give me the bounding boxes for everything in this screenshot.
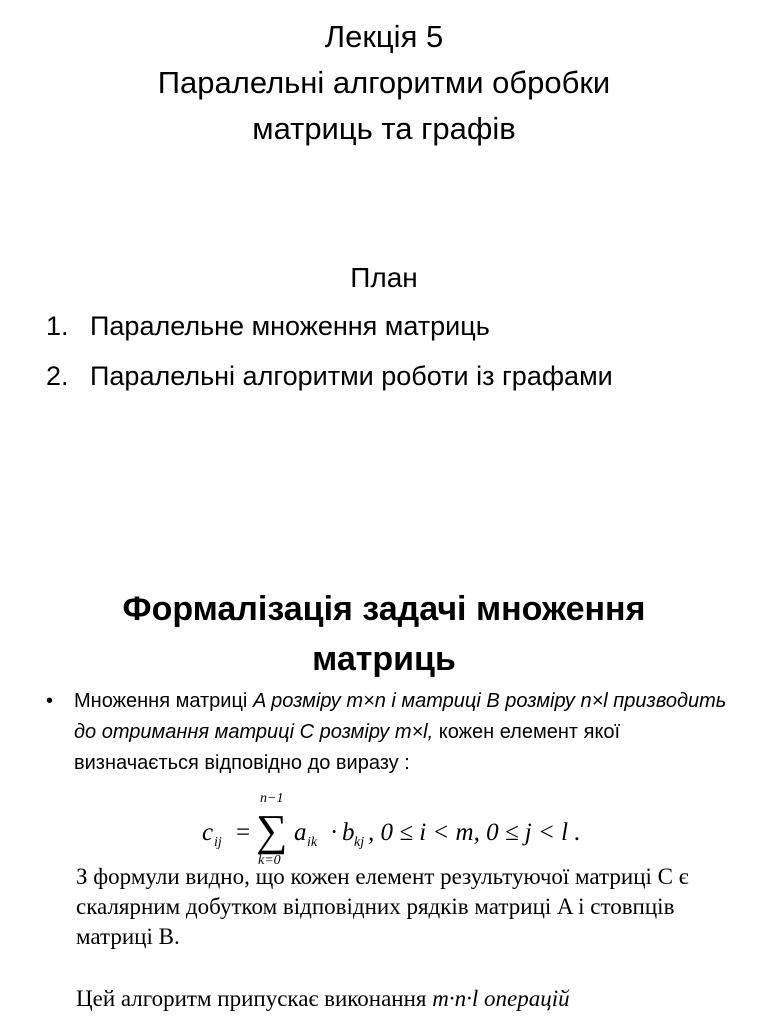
formula-b: b	[342, 819, 355, 846]
complexity-paragraph	[76, 984, 756, 1014]
plan-item-label: Паралельне множення матриць	[90, 311, 490, 341]
complexity-math: m·n·l	[432, 986, 479, 1011]
formula-dot: ·	[330, 819, 339, 846]
formula-conditions: , 0 ≤ i < m, 0 ≤ j < l .	[368, 819, 581, 846]
plan-item-1	[46, 306, 490, 346]
explanation-paragraph: З формули видно, що кожен елемент результуючої матриці С є скалярним добутком відповідних рядків матриці A і стовпців матриці B.	[76, 864, 689, 949]
plan-item-number: 1.	[46, 311, 69, 341]
definition-text	[74, 686, 746, 779]
definition-text-tail: кожен елемент якої визначається відповідно до виразу :	[74, 721, 621, 774]
slide-title-line-2: матриць	[312, 640, 456, 678]
formula-c-subscript: ij	[214, 835, 222, 850]
formula-a: a	[294, 819, 307, 846]
formula-a-subscript: ik	[307, 835, 318, 850]
formula-c: c	[202, 819, 214, 846]
formula-sum-lower: k=0	[258, 853, 281, 866]
lecture-number: Лекція 5	[324, 19, 444, 54]
formula-b-subscript: kj	[354, 835, 365, 850]
plan-item-label: Паралельні алгоритми роботи із графами	[90, 361, 613, 391]
definition-text-italic: A розміру m×n і матриці B розміру n×l призводить до отримання матриці C розміру m×l,	[74, 690, 727, 743]
plan-item-2	[46, 356, 613, 396]
plan-item-number: 2.	[46, 361, 69, 391]
matrix-product-formula	[190, 790, 650, 866]
plan-heading: План	[350, 262, 418, 293]
complexity-italic: операцій	[478, 986, 570, 1011]
formula-sum-upper: n−1	[260, 791, 284, 806]
definition-bullet	[46, 686, 746, 779]
complexity-text: Цей алгоритм припускає виконання	[76, 986, 433, 1011]
slide-title	[0, 584, 768, 684]
lecture-title-line-2: матриць та графів	[252, 111, 516, 146]
bullet-icon: •	[46, 690, 54, 712]
lecture-title-line-1: Паралельні алгоритми обробки	[157, 65, 611, 100]
definition-text-plain: Множення матриці	[74, 690, 253, 712]
formula-sum-symbol: ∑	[256, 806, 288, 855]
formula-equals: =	[236, 819, 251, 846]
slide-2	[0, 512, 768, 1024]
slide-title-line-1: Формалізація задачі множення	[122, 590, 646, 628]
